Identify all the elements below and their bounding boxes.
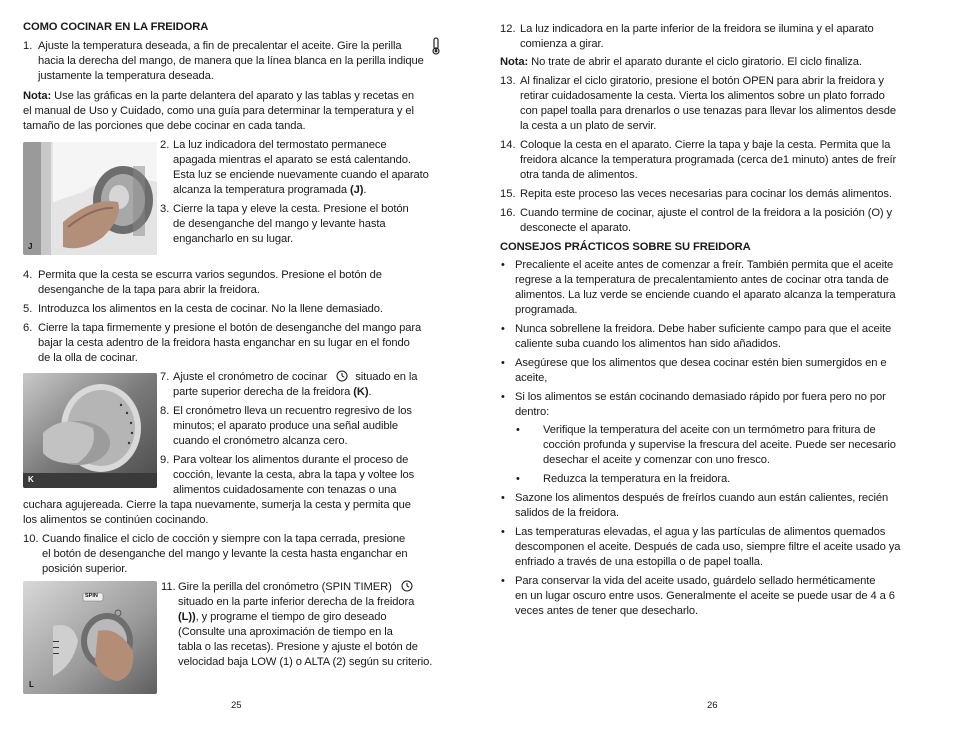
step-number: 11. xyxy=(161,581,176,593)
step-text: Al finalizar el ciclo giratorio, presione el botón OPEN para abrir la freidora y xyxy=(520,75,884,87)
step-text: Para voltear los alimentos durante el proceso de xyxy=(173,454,409,466)
tip-text: Reduzca la temperatura en la freidora. xyxy=(543,473,731,485)
step-text xyxy=(173,183,366,198)
step-text: El cronómetro lleva un recuentro regresivo de los xyxy=(173,405,412,417)
step-text: La luz indicadora del termostato permanece xyxy=(173,139,387,151)
step-text: desenganche de la tapa para abrir la freidora. xyxy=(38,284,260,296)
tip-text: Las temperaturas elevadas, el agua y las partículas de alimentos quemados xyxy=(515,526,886,538)
spin-timer-icon xyxy=(401,580,413,592)
step-number: 14. xyxy=(500,139,516,151)
step-text: de la olla de cocinar. xyxy=(38,352,138,364)
step-text: Cierre la tapa y eleve la cesta. Presione el botón xyxy=(173,203,409,215)
spin-label: SPIN xyxy=(85,593,98,599)
bullet: • xyxy=(501,259,505,271)
note-text: Use las gráficas en la parte delantera del aparato y las tablas y recetas en xyxy=(51,90,415,102)
note-text: No trate de abrir el aparato durante el ciclo giratorio. El ciclo finaliza. xyxy=(528,56,862,68)
step-text xyxy=(178,610,386,625)
tip-text: Precaliente el aceite antes de comenzar a freír. También permita que el aceite xyxy=(515,259,894,271)
step-text: engancharlo en su lugar. xyxy=(173,233,294,245)
step-text: situado en la parte inferior derecha de la freidora xyxy=(178,596,415,608)
step-text-part: alcanza la temperatura programada xyxy=(173,184,350,196)
step-text: el botón de desenganche del mango y levante la cesta hasta enganchar en xyxy=(42,548,408,560)
step-text-part: . xyxy=(363,184,367,196)
step-text xyxy=(178,580,413,595)
tip-text: descomponen el aceite. Después de cada uso, siempre filtre el aceite usado ya xyxy=(515,541,901,553)
note-label: Nota: xyxy=(23,90,52,102)
tip-text: Verifique la temperatura del aceite con un termómetro para fritura de xyxy=(543,424,876,436)
step-text: Ajuste la temperatura deseada, a fin de precalentar el aceite. Gire la perilla xyxy=(38,40,402,52)
bullet: • xyxy=(516,424,520,436)
photo-j xyxy=(23,142,157,255)
step-text: Coloque la cesta en el aparato. Cierre la tapa y baje la cesta. Permita que la xyxy=(520,139,891,151)
photo-k-illustration xyxy=(23,373,157,488)
page-26 xyxy=(477,0,954,738)
tip-text: desechar el aceite y comenzar con uno fresco. xyxy=(543,454,770,466)
step-text: Cierre la tapa firmemente y presione el botón de desenganche del mango para xyxy=(38,322,422,334)
step-text: posición superior. xyxy=(42,563,128,575)
step-text: comienza a girar. xyxy=(520,38,604,50)
step-number: 4. xyxy=(23,269,33,281)
step-text xyxy=(173,370,417,385)
tip-text: regrese a la temperatura de precalentamiento antes de cocinar otra tanda de xyxy=(515,274,889,286)
step-text: apagada mientras el aparato se está calentando. xyxy=(173,154,411,166)
step-text-part: Ajuste el cronómetro de cocinar xyxy=(173,371,328,383)
bullet: • xyxy=(501,357,505,369)
step-number: 12. xyxy=(500,23,516,35)
photo-label: J xyxy=(28,242,33,251)
step-text: (Consulte una aproximación de tiempo en la xyxy=(178,626,393,638)
tip-text: alimentos. La luz verde se enciende cuando el aparato alcanza la temperatura xyxy=(515,289,896,301)
section-heading: COMO COCINAR EN LA FREIDORA xyxy=(23,21,209,33)
step-number: 5. xyxy=(23,303,33,315)
photo-l xyxy=(23,581,157,694)
step-number: 3. xyxy=(160,203,170,215)
step-text: Cuando finalice el ciclo de cocción y siempre con la tapa cerrada, presione xyxy=(42,533,406,545)
note-label: Nota: xyxy=(500,56,529,68)
step-text-part: situado en la xyxy=(355,371,418,383)
step-text: con papel toalla para drenarlos o use tenazas para llevar los alimentos desde xyxy=(520,105,897,117)
step-number: 6. xyxy=(23,322,33,334)
tip-text: enfriado a través de una estopilla o de papel toalla. xyxy=(515,556,763,568)
step-text: tabla o las recetas). Presione y ajuste el botón de xyxy=(178,641,418,653)
bullet: • xyxy=(516,473,520,485)
step-text: La luz indicadora en la parte inferior de la freidora se ilumina y el aparato xyxy=(520,23,874,35)
note-text: tamaño de las porciones que debe cocinar en cada tanda. xyxy=(23,120,306,132)
tip-text: aceite, xyxy=(515,372,548,384)
figure-ref: (J) xyxy=(349,184,364,196)
timer-icon xyxy=(336,370,348,382)
tip-text: salidos de la freidora. xyxy=(515,507,620,519)
step-number: 2. xyxy=(160,139,170,151)
step-text: desconecte el aparato. xyxy=(520,222,631,234)
figure-ref: (K) xyxy=(353,386,369,398)
page-number: 26 xyxy=(707,700,718,711)
tip-text: caliente suba cuando los alimentos han sido añadidos. xyxy=(515,338,781,350)
tip-text: Para conservar la vida del aceite usado, guárdelo sellado herméticamente xyxy=(515,575,876,587)
step-number: 13. xyxy=(500,75,516,87)
step-text: cocción, levante la cesta, abra la tapa y voltee los xyxy=(173,469,415,481)
photo-j-illustration xyxy=(23,142,157,255)
step-number: 10. xyxy=(23,533,39,545)
step-number: 16. xyxy=(500,207,516,219)
step-text-part: Gire la perilla del cronómetro (SPIN TIMER) xyxy=(178,581,392,593)
step-text: minutos; el aparato produce una señal audible xyxy=(173,420,399,432)
photo-k xyxy=(23,373,157,488)
step-number: 8. xyxy=(160,405,170,417)
tip-text: dentro: xyxy=(515,406,550,418)
step-text: Cuando termine de cocinar, ajuste el control de la freidora a la posición (O) y xyxy=(520,207,893,219)
step-text-part: , y programe el tiempo de giro deseado xyxy=(195,611,387,623)
step-text xyxy=(173,385,372,400)
bullet: • xyxy=(501,391,505,403)
step-text: alimentos cuidadosamente con tenazas o una xyxy=(173,484,397,496)
tip-text: programada. xyxy=(515,304,578,316)
step-text: hacia la derecha del mango, de manera que la línea blanca en la perilla indique xyxy=(38,55,424,67)
thermometer-icon xyxy=(430,37,442,55)
tip-text: Sazone los alimentos después de freírlos cuando aun están calientes, recién xyxy=(515,492,889,504)
step-text: bajar la cesta adentro de la freidora hasta enganchar en su lugar en el fondo xyxy=(38,337,410,349)
step-text: de desenganche del mango y levante hasta xyxy=(173,218,386,230)
figure-ref: (L)) xyxy=(178,611,196,623)
step-number: 9. xyxy=(160,454,170,466)
tip-text: Si los alimentos se están cocinando demasiado rápido por fuera pero no por xyxy=(515,391,886,403)
tip-text: cocción profunda y supervise la frescura del aceite. Puede ser necesario xyxy=(543,439,896,451)
step-text: Esta luz se enciende nuevamente cuando el aparato xyxy=(173,169,429,181)
bullet: • xyxy=(501,323,505,335)
photo-label: K xyxy=(28,475,34,484)
bullet: • xyxy=(501,575,505,587)
note-paragraph xyxy=(23,89,414,104)
step-text: velocidad baja LOW (1) o ALTA (2) según su criterio. xyxy=(178,656,433,668)
step-number: 1. xyxy=(23,40,33,52)
note-paragraph xyxy=(500,55,862,70)
step-text: justamente la temperatura deseada. xyxy=(38,70,214,82)
step-text: cuando el cronómetro alcanza cero. xyxy=(173,435,348,447)
step-text: los alimentos se continúen cocinando. xyxy=(23,514,209,526)
bullet: • xyxy=(501,526,505,538)
bullet: • xyxy=(501,492,505,504)
step-text-part: . xyxy=(368,386,372,398)
step-text: retirar cuidadosamente la cesta. Vierta los alimentos sobre un plato forrado xyxy=(520,90,885,102)
photo-label: L xyxy=(29,680,34,689)
step-text: la cesta a un plato de servir. xyxy=(520,120,657,132)
page-number: 25 xyxy=(231,700,242,711)
step-text-part: parte superior derecha de la freidora xyxy=(173,386,354,398)
step-text: otra tanda de alimentos. xyxy=(520,169,638,181)
step-text: freidora alcance la temperatura programada (cerca de1 minuto) antes de freír xyxy=(520,154,897,166)
step-text: Introduzca los alimentos en la cesta de cocinar. No la llene demasiado. xyxy=(38,303,383,315)
tip-text: veces antes de tener que desecharlo. xyxy=(515,605,698,617)
step-text: Repita este proceso las veces necesarias para cocinar los demás alimentos. xyxy=(520,188,892,200)
step-text: Permita que la cesta se escurra varios segundos. Presione el botón de xyxy=(38,269,382,281)
step-number: 7. xyxy=(160,371,170,383)
note-text: el manual de Uso y Cuidado, como una guía para determinar la temperatura y el xyxy=(23,105,414,117)
section-heading: CONSEJOS PRÁCTICOS SOBRE SU FREIDORA xyxy=(500,241,751,253)
tip-text: Nunca sobrellene la freidora. Debe haber suficiente campo para que el aceite xyxy=(515,323,892,335)
tip-text: Asegúrese que los alimentos que desea cocinar estén bien sumergidos en e xyxy=(515,357,887,369)
tip-text: en un lugar oscuro entre usos. Generalmente el aceite se puede usar de 4 a 6 xyxy=(515,590,895,602)
step-number: 15. xyxy=(500,188,516,200)
step-text: cuchara agujereada. Cierre la tapa nuevamente, sumerja la cesta y permita que xyxy=(23,499,411,511)
